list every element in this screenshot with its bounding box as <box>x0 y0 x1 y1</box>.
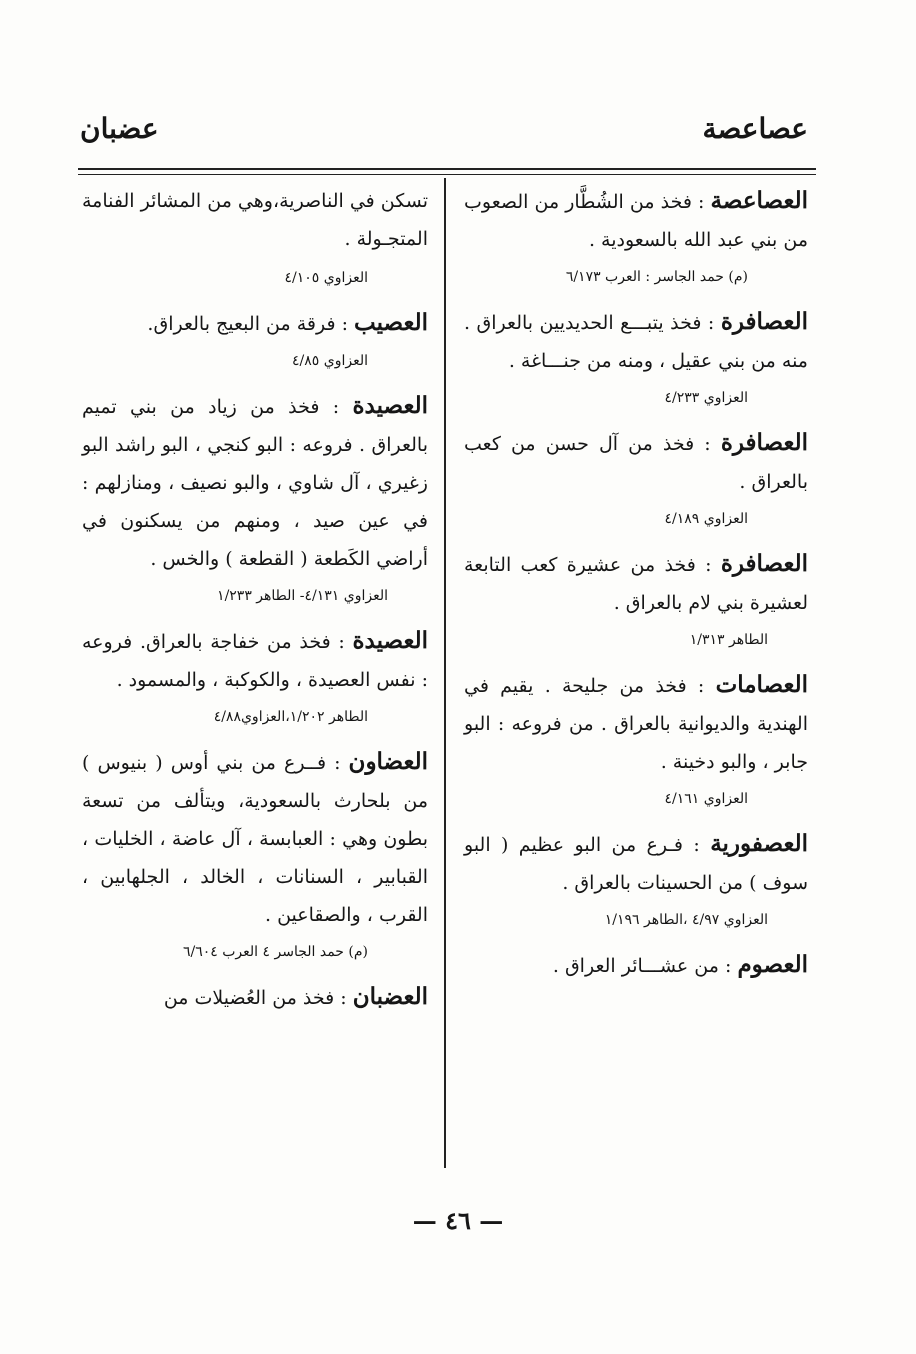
right-column <box>464 182 808 989</box>
entry <box>464 946 808 985</box>
entry-term: العضبان <box>352 983 428 1010</box>
entry-text: : فخذ من خفاجة بالعراق. فروعه : نفس العصيدة ، والكوكبة ، والمسمود . <box>82 631 428 691</box>
entry-term: العصيدة <box>352 392 428 419</box>
entry-reference: العزاوي ٤/٨٥ <box>292 353 368 369</box>
entry-reference: الطاهر ١/٣١٣ <box>689 632 768 648</box>
entry <box>464 825 808 902</box>
entry-text: : فخذ من جليحة . يقيم في الهندية والديوانية بالعراق . من فروعه : البو جابر ، والبو دخينة . <box>464 675 808 773</box>
entry <box>464 182 808 259</box>
entry-text: : فرقة من البعيج بالعراق. <box>147 313 355 335</box>
entry-text: : فــرع من بني أوس ( بنيوس ) من بلحارث بالسعودية، ويتألف من تسعة بطون وهي : العبابسة ، آل عاضة ، الخليات ، القبابير ، السنانات ، الخالد ، الجلهابين ، القرب ، والصقاعين . <box>82 752 428 926</box>
entry <box>82 622 428 699</box>
entry-reference: العزاوي ٤/١٠٥ <box>284 270 368 286</box>
entry <box>82 743 428 934</box>
entry-term: العصفورية <box>710 830 808 857</box>
entry-reference: العزاوي ٤/١٦١ <box>664 791 748 807</box>
entry-text: : فخذ من العُضيلات من <box>163 987 353 1009</box>
entry-term: العصاعصة <box>710 187 808 214</box>
entry-reference: (م) حمد الجاسر : العرب ٦/١٧٣ <box>565 269 748 285</box>
entry-term: العصيدة <box>352 627 428 654</box>
left-column <box>82 182 428 1021</box>
entry-reference: الطاهر ١/٢٠٢،العزاوي٤/٨٨ <box>213 709 368 725</box>
entry-term: العصافرة <box>720 308 808 335</box>
entry-text: : فخذ يتبـــع الحديديين بالعراق . منه من بني عقيل ، ومنه من جنـــاغة . <box>464 312 808 372</box>
entry-term: العصامات <box>715 671 808 698</box>
entry <box>464 424 808 501</box>
entry-reference: العزاوي ٤/٢٣٣ <box>664 390 748 406</box>
entry-term: العصوم <box>737 951 808 978</box>
entry <box>464 303 808 380</box>
continuation-text: تسكن في الناصرية،وهي من المشائر الفنامة المتجـولة . <box>82 190 428 250</box>
entry-reference: العزاوي ٤/١٣١- الطاهر ١/٢٣٣ <box>217 588 388 604</box>
entry <box>464 666 808 781</box>
entry-text: : فخذ من عشيرة كعب التابعة لعشيرة بني لام بالعراق . <box>464 554 808 614</box>
entry-reference: (م) حمد الجاسر ٤ العرب ٦/٦٠٤ <box>183 944 368 960</box>
entry-text: : فخذ من آل حسن من كعب بالعراق . <box>464 433 808 493</box>
entry-reference: العزاوي ٤/٩٧ ،الطاهر ١/١٩٦ <box>604 912 768 928</box>
header-rule-thin <box>78 174 816 175</box>
page-number: — ٤٦ — <box>412 1206 504 1235</box>
entry-reference: العزاوي ٤/١٨٩ <box>664 511 748 527</box>
entry <box>82 387 428 578</box>
column-divider <box>444 178 446 1168</box>
header-first-word: عصاعصة <box>702 112 808 145</box>
entry-term: العضاون <box>348 748 428 775</box>
entry <box>82 978 428 1017</box>
entry <box>82 304 428 343</box>
entry-text: : من عشـــائر العراق . <box>552 955 738 977</box>
entry-term: العصافرة <box>720 429 808 456</box>
header-last-word: عضبان <box>80 112 159 145</box>
entry-text: : فـرع من البو عظيم ( البو سوف ) من الحسينات بالعراق . <box>464 834 808 894</box>
entry-text: : فخذ من الشُطَّار من الصعوب من بني عبد الله بالسعودية . <box>464 191 808 251</box>
entry-term: العصافرة <box>720 550 808 577</box>
entry-text: : فخذ من زياد من بني تميم بالعراق . فروعه : البو كنجي ، البو راشد البو زغيري ، آل شاوي ، والبو نصيف ، ومنازلهم : في عين صيد ، ومنهم من يسكنون في أراضي الكَطعة ( القطعة ) والخس . <box>82 396 428 570</box>
header-rule <box>78 168 816 170</box>
entry-term: العصيب <box>354 309 428 336</box>
entry <box>464 545 808 622</box>
